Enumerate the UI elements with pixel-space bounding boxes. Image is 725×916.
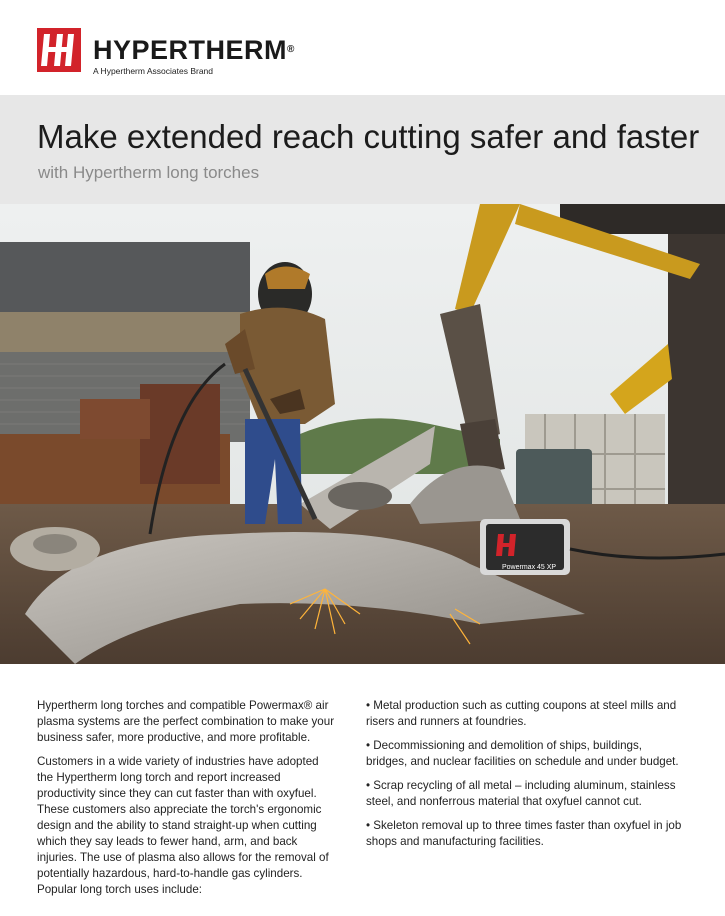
- hero-photo: [0, 204, 725, 664]
- intro-paragraph: Hypertherm long torches and compatible Powermax® air plasma systems are the perfect combination to make your business safer, more productive, and more profitable.: [37, 699, 335, 744]
- hypertherm-logo-icon: [37, 28, 81, 72]
- use-item-decommissioning: • Decommissioning and demolition of ships, buildings, bridges, and nuclear facilities on schedule and under budget.: [366, 739, 679, 768]
- brand-name: HYPERTHERM®: [93, 35, 295, 65]
- left-column: [37, 698, 337, 906]
- right-column: [366, 698, 686, 858]
- registered-mark: ®: [287, 44, 295, 55]
- worker-cutting-illustration: [0, 204, 725, 664]
- page-header: [0, 0, 725, 95]
- machine-label: Powermax 45 XP: [502, 564, 557, 571]
- use-item-skeleton-removal: • Skeleton removal up to three times faster than oxyfuel in job shops and manufacturing facilities.: [366, 819, 682, 848]
- use-item-scrap-recycling: • Scrap recycling of all metal – including aluminum, stainless steel, and nonferrous material that oxyfuel cannot cut.: [366, 779, 676, 808]
- use-item-metal-production: • Metal production such as cutting coupons at steel mills and risers and runners at foundries.: [366, 699, 677, 728]
- page-subtitle: with Hypertherm long torches: [38, 163, 260, 182]
- brand-tagline: A Hypertherm Associates Brand: [93, 66, 214, 76]
- customers-paragraph: Customers in a wide variety of industries have adopted the Hypertherm long torch and report increased productivity since they can cut faster than with oxyfuel. These customers also appreciate the torch's ergonomic design and the ability to stand straight-up when cutting which they say leads to fewer hand, arm, and back injuries. The use of plasma also allows for the removal of potentially hazardous, hard-to-handle gas cylinders. Popular long torch uses include:: [37, 755, 329, 896]
- page-title: Make extended reach cutting safer and faster: [37, 118, 700, 155]
